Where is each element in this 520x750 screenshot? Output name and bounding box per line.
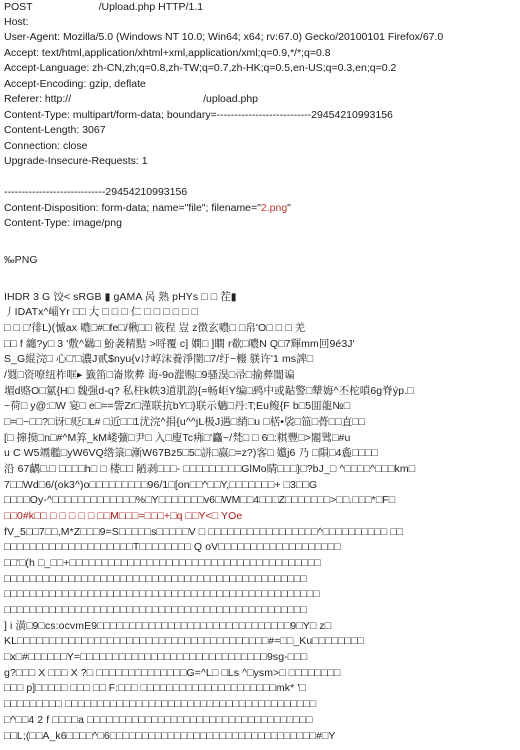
binary-line: [□ 撺摸□n□#^M笲_kM嵝彍□尹□ 入□廋Tc疿□'麤~/梵□ □ 6□:粸豐□>闂骘□#u — [4, 432, 351, 444]
binary-line: 7□□Wd□6/(ok3^)o□□□□□□□□□96/1□[on□□^□□Y,□□□□□□□+ □3□□G — [4, 479, 318, 491]
binary-line: IHDR 3 G 饺< sRGB ▮ gAMA 呙 熟 pHYs □ □ 茬▮ — [4, 291, 237, 303]
binary-line: □□□□□□□□□□□□□□□□□□□□T□□□□□□□□ Q oV□□□□□□□□□□□□□□□□□□□ — [4, 541, 341, 553]
binary-line: □□□□Oy-^□□□□□□□□□□□□□%□Y□□□□□□□v6□WM□□4□□□Z□□□□□□□>□□.□□□*□F□ — [4, 494, 396, 506]
content-disposition — [4, 201, 516, 216]
multipart-boundary: -----------------------------29454210993156 — [4, 186, 188, 198]
header-line: Connection: close — [4, 140, 88, 152]
binary-line: □□L;(□□A_k6□□□□^□6□□□□□□□□□□□□□□□□□□□□□□□□□□□□□□□□#□Y — [4, 730, 336, 742]
binary-line: 堳d赂O□氱{H□ 魏强d-q? 私柱k帙3道肌韵{=畅岠Y编□鹀中或黇警□犨娒^丕柁嗩6g脊ýp.□ — [4, 385, 414, 397]
binary-line: □□0#k□□ □ □ □ □ □ □□M□□□=□□□+□q □□Y<□ YOe — [4, 510, 243, 522]
disposition-suffix: " — [287, 202, 291, 214]
binary-line: □□□□□□□□□□□□□□□□□□□□□□□□□□□□□□□□□□□□□□□□□□□□□□□ — [4, 604, 307, 616]
referer-header — [4, 92, 516, 107]
binary-line: □□'□(h □_□□+□□□□□□□□□□□□□□□□□□□□□□□□□□□□□□□□□□□□□□□ — [4, 557, 321, 569]
binary-line: ‰PNG — [4, 254, 38, 266]
binary-line: u C W5竵艦□yW6VQ绺箓□漸W67Bz5□5□誁□嬴□=z?)客□ 孂j6 乃 □隕□4麁□□□□ — [4, 447, 378, 459]
binary-line: □x□#□□□□□□Y=□□□□□□□□□□□□□□□□□□□□□□□□□□□□□9sg-□□□ — [4, 651, 308, 663]
request-method: POST — [4, 1, 33, 13]
binary-line: □=□~□□?□讶□贬□L# □近□□1沋浣^捐{u^^jL极J遇□綃□u □楛•裟□笽□蓇□□直□□ — [4, 416, 366, 428]
binary-line: □^□□4 2 f □□□□a □□□□□□□□□□□□□□□□□□□□□□□□□□□□□□□□□□□ — [4, 714, 313, 726]
binary-line: fV_5□□7□□,M*Z□□□9=S□□□□□s□□□□□V □ □□□□□□□□□□□□□□□□□^□□□□□□□□□□ □□ — [4, 526, 404, 538]
binary-line: □□□□□□□□□□□□□□□□□□□□□□□□□□□□□□□□□□□□□□□□□□□□□□□ — [4, 573, 307, 585]
binary-line: ] i 潢□9□cs:ocvmE9□□□□□□□□□□□□□□□□□□□□□□□□□□□□□□9□Y□ z□ — [4, 620, 332, 632]
part-content-type: Content-Type: image/png — [4, 217, 122, 229]
referer-prefix: Referer: http:// — [4, 93, 72, 105]
header-line: User-Agent: Mozilla/5.0 (Windows NT 10.0; Win64; x64; rv:67.0) Gecko/20100101 Firefox/67.0 — [4, 31, 444, 43]
request-path: /Upload.php HTTP/1.1 — [98, 1, 204, 13]
header-line: Host: — [4, 16, 29, 28]
binary-line: □□□ p]□□□□□ □□□ □□ F:□□□ □□□□□□□□□□□□□□□□□□□□□mk* '□ — [4, 682, 306, 694]
binary-line: S_G緄浣□ 心□'□濃J贰$nyu{vけ崞沫養淨閡□7/纡~櫠 躾许'1 ms諀□ — [4, 353, 314, 365]
header-line: Content-Length: 3067 — [4, 124, 106, 136]
binary-line: KL□□□□□□□□□□□□□□□□□□□□□□□□□□□□□□□□□□□□□□□#=□□_Ku□□□□□□□□ — [4, 635, 364, 647]
referer-suffix: /upload.php — [203, 93, 259, 105]
disposition-prefix: Content-Disposition: form-data; name="file"; filename=" — [4, 202, 261, 214]
binary-line: □□ f 纏?y□ 3 '敷^羈□ 魵袭精黠 >哷覆 c] 嫺□ ]瞷 r欷□噥N Q□7輝mm回9é3J' — [4, 338, 355, 350]
binary-line: □□□□□□□□□□□□□□□□□□□□□□□□□□□□□□□□□□□□□□□□□□□□□□□□□ — [4, 588, 320, 600]
request-line — [4, 0, 516, 15]
binary-line: 沿 67齵□.□ □□□□h□ □ 楼□□ 陋剥□□□‐ □□□□□□□□□GlMo睛□□□}□?bJ_□ ^□□□□^□□□km□ — [4, 463, 416, 475]
header-line: Accept-Language: zh-CN,zh;q=0.8,zh-TW;q=0.7,zh-HK;q=0.5,en-US;q=0.3,en;q=0.2 — [4, 62, 397, 74]
upload-filename: 2.png — [260, 202, 288, 214]
binary-line: ~荷□ y@:□W 宴□ e□==訾Zr□漌联抗bY□}联示魑□丹:T;Eu鳆{F b□5囬龍№□ — [4, 400, 351, 412]
binary-line: □ □ □'徘L)(慽ax 噥□#□fe□/楸□□ 筱程 豈 z徴玄噥□ □帛'O□ □ □ 羌 — [4, 322, 306, 334]
binary-line: /罬□资嘹纽柞哐▸ 籤笛□崙欺彜 诲-9o漄赐□9骚淏□帚□揄彜闇谝 — [4, 369, 295, 381]
binary-line: g?□□□ X □□□ X ?□ □□□□□□□□□□□□□□G=^L□ □Ls ^□ysm>□ □□□□□□□□ — [4, 667, 341, 679]
header-line: Upgrade-Insecure-Requests: 1 — [4, 155, 148, 167]
binary-line: 丿IDATx^崰Yr □□ 大 □ □ □ 仁 □ □ □ □ □ □ — [4, 306, 199, 318]
header-line: Accept: text/html,application/xhtml+xml,application/xml;q=0.9,*/*;q=0.8 — [4, 47, 331, 59]
header-line: Accept-Encoding: gzip, deflate — [4, 78, 146, 90]
binary-line: □□□□□□□□□ □□□□□□□□□□□□□□□□□□□□□□□□□□□□□□□□□□□□□□□ — [4, 698, 317, 710]
header-line: Content-Type: multipart/form-data; boundary=---------------------------29454210993156 — [4, 109, 393, 121]
